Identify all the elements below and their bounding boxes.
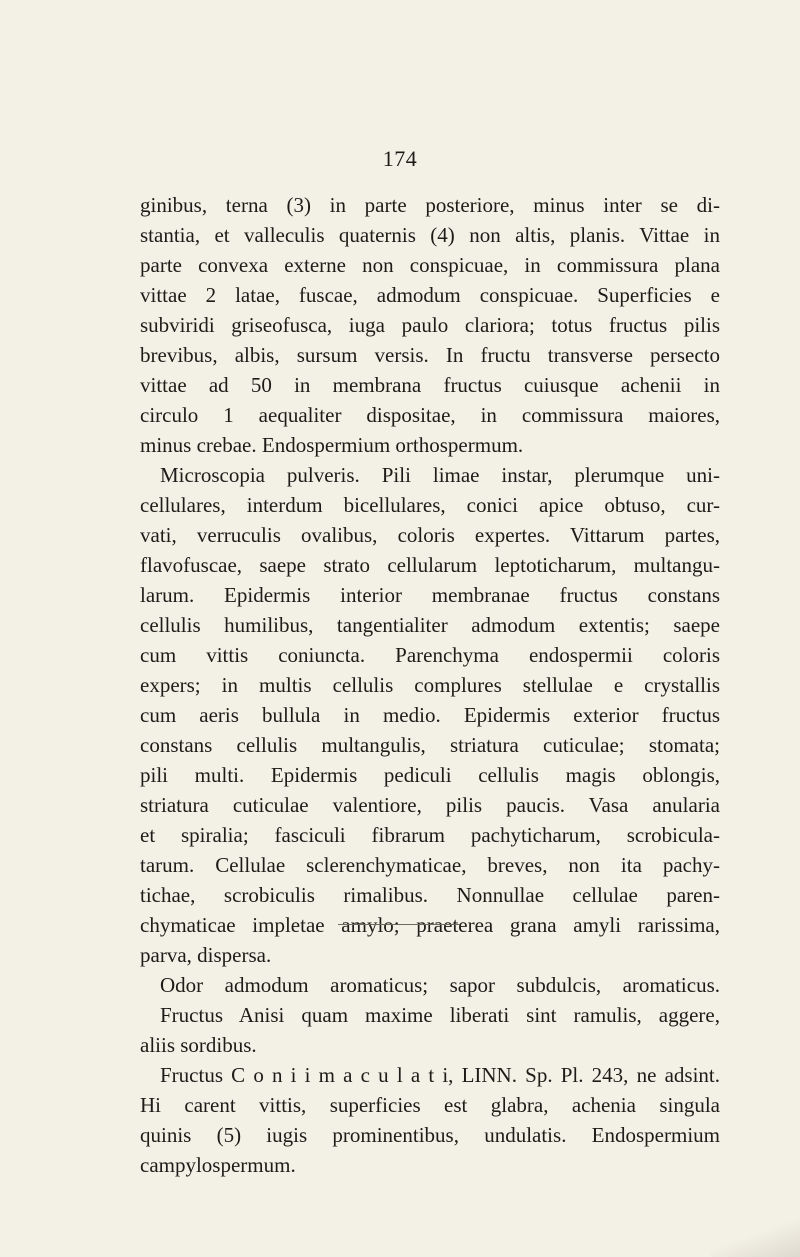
text-line: cellulares, interdum bicellulares, conici apice obtuso, cur- bbox=[140, 493, 720, 517]
text-line: Microscopia pulveris. Pili limae instar, plerumque uni- bbox=[160, 463, 720, 487]
text-line: aliis sordibus. bbox=[140, 1033, 257, 1057]
text-line: pili multi. Epidermis pediculi cellulis magis oblongis, bbox=[140, 763, 720, 787]
text-line: quinis (5) iugis prominentibus, undulatis. Endospermium bbox=[140, 1123, 720, 1147]
text-line: flavofuscae, saepe strato cellularum leptoticharum, multangu- bbox=[140, 553, 720, 577]
text-line: cum vittis coniuncta. Parenchyma endospermii coloris bbox=[140, 643, 720, 667]
text-line: vittae 2 latae, fuscae, admodum conspicuae. Superficies e bbox=[140, 283, 720, 307]
text-line: Odor admodum aromaticus; sapor subdulcis, aromaticus. bbox=[160, 973, 720, 997]
text-line: Fructus C o n i i m a c u l a t i, LINN. Sp. Pl. 243, ne adsint. bbox=[160, 1063, 720, 1087]
closing-rule bbox=[338, 924, 460, 925]
text-line: constans cellulis multangulis, striatura cuticulae; stomata; bbox=[140, 733, 720, 757]
text-line: campylospermum. bbox=[140, 1153, 296, 1177]
text-line: Hi carent vittis, superficies est glabra, achenia singula bbox=[140, 1093, 720, 1117]
text-line: larum. Epidermis interior membranae fructus constans bbox=[140, 583, 720, 607]
text-line: brevibus, albis, sursum versis. In fructu transverse persecto bbox=[140, 343, 720, 367]
text-line: cum aeris bullula in medio. Epidermis exterior fructus bbox=[140, 703, 720, 727]
page-corner-shadow bbox=[710, 1217, 800, 1257]
text-line: cellulis humilibus, tangentialiter admodum extentis; saepe bbox=[140, 613, 720, 637]
text-line: stantia, et valleculis quaternis (4) non altis, planis. Vittae in bbox=[140, 223, 720, 247]
text-line: minus crebae. Endospermium orthospermum. bbox=[140, 433, 524, 457]
text-line: et spiralia; fasciculi fibrarum pachyticharum, scrobicula- bbox=[140, 823, 720, 847]
text-line: vittae ad 50 in membrana fructus cuiusque achenii in bbox=[140, 373, 720, 397]
page-number: 174 bbox=[382, 146, 418, 171]
text-line: subviridi griseofusca, iuga paulo clariora; totus fructus pilis bbox=[140, 313, 720, 337]
text-line: chymaticae impletae amylo; praeterea grana amyli rarissima, bbox=[140, 913, 720, 937]
text-line: tichae, scrobiculis rimalibus. Nonnullae cellulae paren- bbox=[140, 883, 720, 907]
text-line: tarum. Cellulae sclerenchymaticae, breves, non ita pachy- bbox=[140, 853, 720, 877]
text-line: parva, dispersa. bbox=[140, 943, 272, 967]
text-line: expers; in multis cellulis complures stellulae e crystallis bbox=[140, 673, 720, 697]
text-line: parte convexa externe non conspicuae, in commissura plana bbox=[140, 253, 720, 277]
text-line: Fructus Anisi quam maxime liberati sint ramulis, aggere, bbox=[160, 1003, 720, 1027]
text-line: circulo 1 aequaliter dispositae, in commissura maiores, bbox=[140, 403, 720, 427]
body-text bbox=[140, 190, 720, 1180]
text-line: vati, verruculis ovalibus, coloris expertes. Vittarum partes, bbox=[140, 523, 720, 547]
text-line: striatura cuticulae valentiore, pilis paucis. Vasa anularia bbox=[140, 793, 720, 817]
text-line: ginibus, terna (3) in parte posteriore, minus inter se di- bbox=[140, 193, 720, 217]
